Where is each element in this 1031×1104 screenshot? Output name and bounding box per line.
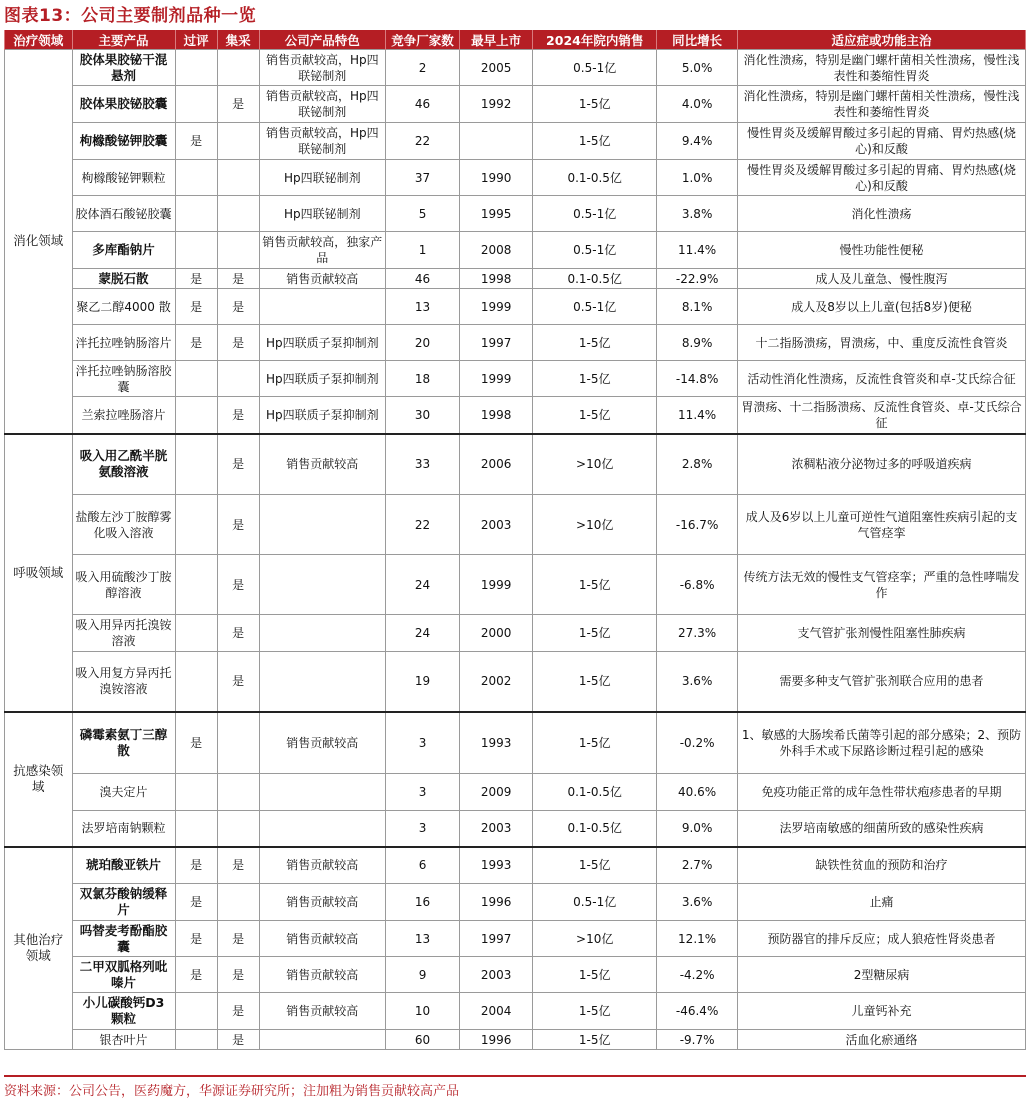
- vbp-cell: [217, 50, 259, 86]
- competitors-cell: 20: [385, 325, 459, 361]
- product-cell: 银杏叶片: [72, 1030, 175, 1050]
- growth-cell: 3.6%: [657, 884, 738, 921]
- competitors-cell: 5: [385, 196, 459, 232]
- vbp-cell: 是: [217, 555, 259, 615]
- table-row: [5, 993, 1026, 1030]
- header-growth: 同比增长: [657, 30, 738, 50]
- feature-cell: [259, 615, 385, 652]
- indication-cell: 消化性溃疡，特别是幽门螺杆菌相关性溃疡，慢性浅表性和萎缩性胃炎: [738, 50, 1026, 86]
- launch-cell: 2005: [460, 50, 533, 86]
- indication-cell: 成人及8岁以上儿童(包括8岁)便秘: [738, 289, 1026, 325]
- product-table: [4, 30, 1026, 1050]
- table-row: [5, 123, 1026, 160]
- launch-cell: 1998: [460, 269, 533, 289]
- sales-cell: 0.5-1亿: [533, 196, 657, 232]
- vbp-cell: 是: [217, 325, 259, 361]
- indication-cell: 活血化瘀通络: [738, 1030, 1026, 1050]
- launch-cell: 1997: [460, 921, 533, 957]
- sales-cell: 1-5亿: [533, 86, 657, 123]
- feature-cell: 销售贡献较高: [259, 269, 385, 289]
- pass-cell: 是: [175, 921, 217, 957]
- launch-cell: 2003: [460, 495, 533, 555]
- product-cell: 枸橼酸铋钾胶囊: [72, 123, 175, 160]
- pass-cell: [175, 652, 217, 712]
- pass-cell: [175, 555, 217, 615]
- pass-cell: [175, 86, 217, 123]
- growth-cell: 40.6%: [657, 774, 738, 811]
- sales-cell: 0.5-1亿: [533, 884, 657, 921]
- feature-cell: Hp四联铋制剂: [259, 196, 385, 232]
- product-cell: 枸橼酸铋钾颗粒: [72, 160, 175, 196]
- competitors-cell: 24: [385, 555, 459, 615]
- feature-cell: 销售贡献较高: [259, 957, 385, 993]
- vbp-cell: [217, 774, 259, 811]
- sales-cell: 1-5亿: [533, 993, 657, 1030]
- pass-cell: [175, 993, 217, 1030]
- vbp-cell: 是: [217, 957, 259, 993]
- growth-cell: 8.9%: [657, 325, 738, 361]
- indication-cell: 2型糖尿病: [738, 957, 1026, 993]
- growth-cell: 2.8%: [657, 434, 738, 495]
- table-row: [5, 712, 1026, 774]
- table-row: [5, 434, 1026, 495]
- header-indication: 适应症或功能主治: [738, 30, 1026, 50]
- product-cell: 多库酯钠片: [72, 232, 175, 269]
- launch-cell: 1998: [460, 397, 533, 434]
- vbp-cell: 是: [217, 434, 259, 495]
- indication-cell: 消化性溃疡: [738, 196, 1026, 232]
- vbp-cell: [217, 160, 259, 196]
- header-competitors: 竞争厂家数: [385, 30, 459, 50]
- product-cell: 吸入用复方异丙托溴铵溶液: [72, 652, 175, 712]
- vbp-cell: [217, 712, 259, 774]
- product-cell: 双氯芬酸钠缓释片: [72, 884, 175, 921]
- vbp-cell: 是: [217, 652, 259, 712]
- pass-cell: [175, 615, 217, 652]
- growth-cell: 12.1%: [657, 921, 738, 957]
- table-body: [5, 50, 1026, 1050]
- product-cell: 胶体果胶铋胶囊: [72, 86, 175, 123]
- competitors-cell: 22: [385, 123, 459, 160]
- sales-cell: 1-5亿: [533, 361, 657, 397]
- sales-cell: 1-5亿: [533, 123, 657, 160]
- growth-cell: 27.3%: [657, 615, 738, 652]
- indication-cell: 胃溃疡、十二指肠溃疡、反流性食管炎、卓-艾氏综合征: [738, 397, 1026, 434]
- indication-cell: 传统方法无效的慢性支气管痉挛；严重的急性哮喘发作: [738, 555, 1026, 615]
- vbp-cell: 是: [217, 495, 259, 555]
- indication-cell: 活动性消化性溃疡，反流性食管炎和卓-艾氏综合征: [738, 361, 1026, 397]
- growth-cell: -0.2%: [657, 712, 738, 774]
- feature-cell: [259, 1030, 385, 1050]
- launch-cell: 2003: [460, 957, 533, 993]
- sales-cell: 1-5亿: [533, 712, 657, 774]
- sales-cell: 1-5亿: [533, 1030, 657, 1050]
- vbp-cell: [217, 232, 259, 269]
- competitors-cell: 46: [385, 269, 459, 289]
- competitors-cell: 60: [385, 1030, 459, 1050]
- launch-cell: 2006: [460, 434, 533, 495]
- indication-cell: 止痛: [738, 884, 1026, 921]
- table-row: [5, 269, 1026, 289]
- sales-cell: 1-5亿: [533, 847, 657, 884]
- table-row: [5, 196, 1026, 232]
- feature-cell: [259, 774, 385, 811]
- growth-cell: 3.8%: [657, 196, 738, 232]
- header-feature: 公司产品特色: [259, 30, 385, 50]
- vbp-cell: 是: [217, 993, 259, 1030]
- indication-cell: 缺铁性贫血的预防和治疗: [738, 847, 1026, 884]
- sales-cell: 0.5-1亿: [533, 289, 657, 325]
- product-cell: 泮托拉唑钠肠溶胶囊: [72, 361, 175, 397]
- pass-cell: [175, 196, 217, 232]
- feature-cell: 销售贡献较高，Hp四联铋制剂: [259, 123, 385, 160]
- pass-cell: 是: [175, 289, 217, 325]
- area-cell: 消化领域: [5, 50, 73, 434]
- growth-cell: 5.0%: [657, 50, 738, 86]
- pass-cell: 是: [175, 269, 217, 289]
- pass-cell: [175, 397, 217, 434]
- launch-cell: 1992: [460, 86, 533, 123]
- pass-cell: [175, 774, 217, 811]
- table-row: [5, 495, 1026, 555]
- competitors-cell: 30: [385, 397, 459, 434]
- feature-cell: [259, 652, 385, 712]
- pass-cell: [175, 811, 217, 847]
- table-row: [5, 811, 1026, 847]
- competitors-cell: 16: [385, 884, 459, 921]
- vbp-cell: 是: [217, 289, 259, 325]
- growth-cell: -6.8%: [657, 555, 738, 615]
- competitors-cell: 1: [385, 232, 459, 269]
- competitors-cell: 22: [385, 495, 459, 555]
- competitors-cell: 10: [385, 993, 459, 1030]
- feature-cell: [259, 811, 385, 847]
- feature-cell: 销售贡献较高，Hp四联铋制剂: [259, 50, 385, 86]
- vbp-cell: 是: [217, 397, 259, 434]
- indication-cell: 慢性胃炎及缓解胃酸过多引起的胃痛、胃灼热感(烧心)和反酸: [738, 160, 1026, 196]
- pass-cell: [175, 361, 217, 397]
- table-row: [5, 160, 1026, 196]
- feature-cell: 销售贡献较高: [259, 921, 385, 957]
- header-vbp: 集采: [217, 30, 259, 50]
- sales-cell: 0.1-0.5亿: [533, 774, 657, 811]
- table-row: [5, 774, 1026, 811]
- table-row: [5, 847, 1026, 884]
- feature-cell: [259, 495, 385, 555]
- pass-cell: 是: [175, 957, 217, 993]
- table-row: [5, 555, 1026, 615]
- sales-cell: 0.1-0.5亿: [533, 811, 657, 847]
- table-header-row: [5, 30, 1026, 50]
- table-row: [5, 86, 1026, 123]
- table-row: [5, 652, 1026, 712]
- growth-cell: 9.0%: [657, 811, 738, 847]
- product-cell: 二甲双胍格列吡嗪片: [72, 957, 175, 993]
- launch-cell: 1996: [460, 1030, 533, 1050]
- sales-cell: >10亿: [533, 921, 657, 957]
- growth-cell: -14.8%: [657, 361, 738, 397]
- table-row: [5, 615, 1026, 652]
- pass-cell: [175, 160, 217, 196]
- competitors-cell: 24: [385, 615, 459, 652]
- growth-cell: 11.4%: [657, 397, 738, 434]
- feature-cell: Hp四联质子泵抑制剂: [259, 361, 385, 397]
- indication-cell: 支气管扩张剂慢性阻塞性肺疾病: [738, 615, 1026, 652]
- competitors-cell: 6: [385, 847, 459, 884]
- product-cell: 法罗培南钠颗粒: [72, 811, 175, 847]
- feature-cell: Hp四联质子泵抑制剂: [259, 325, 385, 361]
- competitors-cell: 3: [385, 712, 459, 774]
- launch-cell: 1999: [460, 361, 533, 397]
- pass-cell: 是: [175, 123, 217, 160]
- source-note: 资料来源：公司公告，医药魔方，华源证券研究所；注加粗为销售贡献较高产品: [4, 1084, 460, 1099]
- vbp-cell: 是: [217, 86, 259, 123]
- feature-cell: 销售贡献较高: [259, 434, 385, 495]
- header-product: 主要产品: [72, 30, 175, 50]
- table-row: [5, 289, 1026, 325]
- competitors-cell: 37: [385, 160, 459, 196]
- indication-cell: 需要多种支气管扩张剂联合应用的患者: [738, 652, 1026, 712]
- pass-cell: [175, 1030, 217, 1050]
- pass-cell: 是: [175, 847, 217, 884]
- bottom-rule: [4, 1075, 1026, 1077]
- indication-cell: 慢性胃炎及缓解胃酸过多引起的胃痛、胃灼热感(烧心)和反酸: [738, 123, 1026, 160]
- competitors-cell: 3: [385, 774, 459, 811]
- product-cell: 溴夫定片: [72, 774, 175, 811]
- vbp-cell: [217, 123, 259, 160]
- sales-cell: >10亿: [533, 434, 657, 495]
- sales-cell: 1-5亿: [533, 555, 657, 615]
- indication-cell: 儿童钙补充: [738, 993, 1026, 1030]
- launch-cell: 1995: [460, 196, 533, 232]
- area-cell: 抗感染领域: [5, 712, 73, 847]
- vbp-cell: [217, 196, 259, 232]
- table-row: [5, 325, 1026, 361]
- growth-cell: -4.2%: [657, 957, 738, 993]
- indication-cell: 1、敏感的大肠埃希氏菌等引起的部分感染；2、预防外科手术或下尿路诊断过程引起的感染: [738, 712, 1026, 774]
- growth-cell: 3.6%: [657, 652, 738, 712]
- feature-cell: [259, 289, 385, 325]
- sales-cell: 0.1-0.5亿: [533, 160, 657, 196]
- launch-cell: 1993: [460, 712, 533, 774]
- product-cell: 兰索拉唑肠溶片: [72, 397, 175, 434]
- indication-cell: 浓稠粘液分泌物过多的呼吸道疾病: [738, 434, 1026, 495]
- launch-cell: 2008: [460, 232, 533, 269]
- product-cell: 吸入用异丙托溴铵溶液: [72, 615, 175, 652]
- growth-cell: -9.7%: [657, 1030, 738, 1050]
- growth-cell: -22.9%: [657, 269, 738, 289]
- competitors-cell: 9: [385, 957, 459, 993]
- growth-cell: -16.7%: [657, 495, 738, 555]
- product-cell: 吗替麦考酚酯胶囊: [72, 921, 175, 957]
- vbp-cell: [217, 361, 259, 397]
- growth-cell: 2.7%: [657, 847, 738, 884]
- sales-cell: 0.5-1亿: [533, 232, 657, 269]
- product-cell: 小儿碳酸钙D3 颗粒: [72, 993, 175, 1030]
- pass-cell: [175, 495, 217, 555]
- feature-cell: Hp四联质子泵抑制剂: [259, 397, 385, 434]
- growth-cell: -46.4%: [657, 993, 738, 1030]
- pass-cell: 是: [175, 325, 217, 361]
- page-title: 图表13：公司主要制剂品种一览: [4, 6, 257, 26]
- sales-cell: 1-5亿: [533, 652, 657, 712]
- sales-cell: >10亿: [533, 495, 657, 555]
- pass-cell: 是: [175, 712, 217, 774]
- area-cell: 呼吸领域: [5, 434, 73, 712]
- feature-cell: [259, 555, 385, 615]
- area-cell: 其他治疗领域: [5, 847, 73, 1050]
- table-row: [5, 1030, 1026, 1050]
- growth-cell: 8.1%: [657, 289, 738, 325]
- product-cell: 吸入用硫酸沙丁胺醇溶液: [72, 555, 175, 615]
- vbp-cell: 是: [217, 921, 259, 957]
- product-cell: 磷霉素氨丁三醇散: [72, 712, 175, 774]
- growth-cell: 11.4%: [657, 232, 738, 269]
- launch-cell: 2000: [460, 615, 533, 652]
- sales-cell: 0.5-1亿: [533, 50, 657, 86]
- feature-cell: 销售贡献较高: [259, 847, 385, 884]
- pass-cell: [175, 232, 217, 269]
- competitors-cell: 13: [385, 289, 459, 325]
- feature-cell: 销售贡献较高，Hp四联铋制剂: [259, 86, 385, 123]
- feature-cell: 销售贡献较高: [259, 884, 385, 921]
- pass-cell: 是: [175, 884, 217, 921]
- indication-cell: 预防器官的排斥反应；成人狼疮性肾炎患者: [738, 921, 1026, 957]
- vbp-cell: 是: [217, 847, 259, 884]
- product-cell: 吸入用乙酰半胱氨酸溶液: [72, 434, 175, 495]
- growth-cell: 9.4%: [657, 123, 738, 160]
- feature-cell: 销售贡献较高: [259, 993, 385, 1030]
- product-cell: 泮托拉唑钠肠溶片: [72, 325, 175, 361]
- indication-cell: 消化性溃疡，特别是幽门螺杆菌相关性溃疡，慢性浅表性和萎缩性胃炎: [738, 86, 1026, 123]
- pass-cell: [175, 434, 217, 495]
- feature-cell: 销售贡献较高: [259, 712, 385, 774]
- table-row: [5, 361, 1026, 397]
- sales-cell: 1-5亿: [533, 615, 657, 652]
- competitors-cell: 19: [385, 652, 459, 712]
- table-row: [5, 50, 1026, 86]
- launch-cell: 1999: [460, 555, 533, 615]
- launch-cell: 1993: [460, 847, 533, 884]
- sales-cell: 1-5亿: [533, 325, 657, 361]
- competitors-cell: 46: [385, 86, 459, 123]
- product-cell: 胶体酒石酸铋胶囊: [72, 196, 175, 232]
- launch-cell: 2004: [460, 993, 533, 1030]
- header-area: 治疗领域: [5, 30, 73, 50]
- table-row: [5, 957, 1026, 993]
- product-cell: 盐酸左沙丁胺醇雾化吸入溶液: [72, 495, 175, 555]
- table-row: [5, 397, 1026, 434]
- growth-cell: 4.0%: [657, 86, 738, 123]
- pass-cell: [175, 50, 217, 86]
- launch-cell: 2002: [460, 652, 533, 712]
- launch-cell: 1990: [460, 160, 533, 196]
- competitors-cell: 33: [385, 434, 459, 495]
- sales-cell: 1-5亿: [533, 957, 657, 993]
- indication-cell: 成人及6岁以上儿童可逆性气道阻塞性疾病引起的支气管痉挛: [738, 495, 1026, 555]
- indication-cell: 法罗培南敏感的细菌所致的感染性疾病: [738, 811, 1026, 847]
- table-row: [5, 884, 1026, 921]
- competitors-cell: 2: [385, 50, 459, 86]
- vbp-cell: [217, 884, 259, 921]
- feature-cell: Hp四联铋制剂: [259, 160, 385, 196]
- indication-cell: 慢性功能性便秘: [738, 232, 1026, 269]
- table-row: [5, 921, 1026, 957]
- indication-cell: 免疫功能正常的成年急性带状疱疹患者的早期: [738, 774, 1026, 811]
- launch-cell: 1996: [460, 884, 533, 921]
- launch-cell: 2009: [460, 774, 533, 811]
- launch-cell: [460, 123, 533, 160]
- indication-cell: 成人及儿童急、慢性腹泻: [738, 269, 1026, 289]
- sales-cell: 0.1-0.5亿: [533, 269, 657, 289]
- product-cell: 蒙脱石散: [72, 269, 175, 289]
- product-cell: 聚乙二醇4000 散: [72, 289, 175, 325]
- launch-cell: 1997: [460, 325, 533, 361]
- feature-cell: 销售贡献较高，独家产品: [259, 232, 385, 269]
- sales-cell: 1-5亿: [533, 397, 657, 434]
- header-sales: 2024年院内销售: [533, 30, 657, 50]
- vbp-cell: [217, 811, 259, 847]
- launch-cell: 2003: [460, 811, 533, 847]
- header-pass: 过评: [175, 30, 217, 50]
- growth-cell: 1.0%: [657, 160, 738, 196]
- competitors-cell: 18: [385, 361, 459, 397]
- header-launch: 最早上市: [460, 30, 533, 50]
- vbp-cell: 是: [217, 1030, 259, 1050]
- vbp-cell: 是: [217, 269, 259, 289]
- product-cell: 胶体果胶铋干混悬剂: [72, 50, 175, 86]
- launch-cell: 1999: [460, 289, 533, 325]
- product-cell: 琥珀酸亚铁片: [72, 847, 175, 884]
- table-row: [5, 232, 1026, 269]
- competitors-cell: 3: [385, 811, 459, 847]
- vbp-cell: 是: [217, 615, 259, 652]
- indication-cell: 十二指肠溃疡，胃溃疡，中、重度反流性食管炎: [738, 325, 1026, 361]
- competitors-cell: 13: [385, 921, 459, 957]
